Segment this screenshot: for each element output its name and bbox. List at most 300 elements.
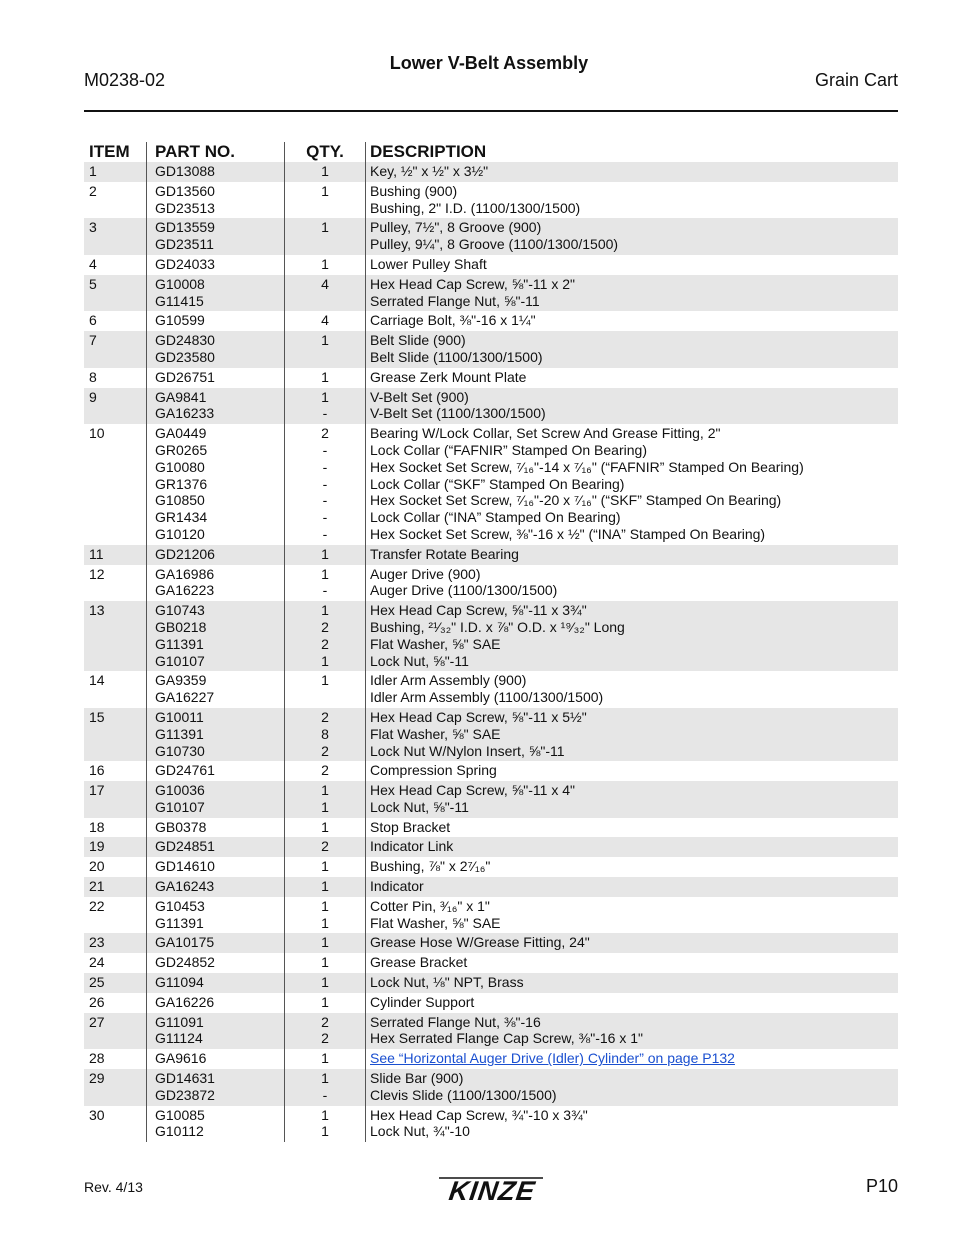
part-number: GD14610: [155, 858, 215, 875]
parts-table: [84, 140, 898, 1142]
table-row: [84, 761, 898, 781]
table-row: [84, 857, 898, 877]
table-row: [84, 818, 898, 838]
part-no-cell: [146, 1069, 284, 1106]
item-cell: [84, 311, 146, 331]
description: Serrated Flange Nut, ⅝"-11: [370, 292, 540, 309]
item-cell: [84, 953, 146, 973]
description-cell: [365, 818, 898, 838]
description-cell: [365, 368, 898, 388]
description: Hex Head Cap Screw, ⅝"-11 x 4": [370, 782, 575, 799]
description: Lock Nut, ⅝"-11: [370, 798, 469, 815]
part-number: G11091: [155, 1013, 204, 1030]
item-number: 19: [89, 838, 105, 855]
description-cell: [365, 1013, 898, 1050]
description: Lower Pulley Shaft: [370, 255, 487, 272]
item-cell: [84, 877, 146, 897]
part-number: GD24830: [155, 332, 215, 349]
column-header-description: DESCRIPTION: [365, 142, 898, 162]
part-no-cell: [146, 162, 284, 182]
part-number: G10085: [155, 1106, 205, 1123]
part-number: GD21206: [155, 545, 215, 562]
cross-reference-link[interactable]: See “Horizontal Auger Drive (Idler) Cylinder” on page P132: [370, 1050, 735, 1067]
item-number: 8: [89, 368, 97, 385]
quantity: 1: [321, 974, 329, 991]
item-number: 18: [89, 818, 105, 835]
quantity: 2: [321, 635, 329, 652]
part-no-cell: [146, 388, 284, 425]
quantity: -: [322, 405, 328, 422]
table-row: [84, 1106, 898, 1143]
quantity: -: [322, 458, 328, 475]
part-no-cell: [146, 761, 284, 781]
description-cell: [365, 857, 898, 877]
table-row: [84, 973, 898, 993]
table-row: [84, 897, 898, 934]
quantity: 1: [321, 934, 329, 951]
quantity: -: [322, 441, 328, 458]
description: Bushing (900): [370, 182, 458, 199]
part-no-cell: [146, 311, 284, 331]
description-cell: [365, 275, 898, 312]
part-number: G11124: [155, 1030, 203, 1047]
description-cell: [365, 877, 898, 897]
quantity: 1: [321, 332, 329, 349]
description: Auger Drive (900): [370, 565, 481, 582]
quantity: 2: [321, 1013, 329, 1030]
part-no-cell: [146, 933, 284, 953]
quantity: 1: [321, 1123, 329, 1140]
item-number: 25: [89, 974, 105, 991]
description: Lock Nut, ⅝"-11: [370, 652, 469, 669]
description-cell: [365, 953, 898, 973]
table-row: [84, 424, 898, 545]
quantity: 4: [321, 312, 329, 329]
part-no-cell: [146, 424, 284, 545]
item-number: 5: [89, 275, 97, 292]
part-number: GD24033: [155, 255, 215, 272]
part-no-cell: [146, 877, 284, 897]
quantity: [285, 349, 365, 366]
table-row: [84, 708, 898, 761]
quantity: 2: [321, 742, 329, 759]
description: Grease Zerk Mount Plate: [370, 368, 527, 385]
item-number: 29: [89, 1070, 105, 1087]
part-no-cell: [146, 837, 284, 857]
table-row: [84, 601, 898, 671]
item-cell: [84, 933, 146, 953]
description: Indicator Link: [370, 838, 454, 855]
qty-cell: [284, 218, 365, 255]
description: Key, ½" x ½" x 3½": [370, 163, 489, 179]
part-number: G10599: [155, 312, 205, 329]
description: Bushing, ⅞" x 2⁷⁄₁₆": [370, 858, 491, 875]
column-header-item: ITEM: [89, 142, 130, 161]
qty-cell: [284, 565, 365, 602]
item-number: 26: [89, 993, 105, 1010]
quantity: 1: [321, 565, 329, 582]
item-number: 11: [89, 545, 104, 562]
table-row: [84, 953, 898, 973]
description: Cylinder Support: [370, 993, 475, 1010]
part-number: GD23513: [155, 199, 215, 216]
description: Cotter Pin, ³⁄₁₆" x 1": [370, 897, 490, 914]
quantity: 2: [321, 762, 329, 779]
part-number: GA16986: [155, 565, 215, 582]
item-cell: [84, 818, 146, 838]
qty-cell: [284, 1013, 365, 1050]
quantity: 1: [321, 1050, 329, 1067]
part-number: G10036: [155, 782, 205, 799]
item-cell: [84, 837, 146, 857]
item-cell: [84, 1069, 146, 1106]
part-no-cell: [146, 1013, 284, 1050]
part-number: GA16226: [155, 993, 215, 1010]
description: Flat Washer, ⅝" SAE: [370, 725, 501, 742]
table-row: [84, 255, 898, 275]
description-cell: [365, 565, 898, 602]
part-no-cell: [146, 368, 284, 388]
quantity: 1: [321, 388, 329, 405]
description-cell: [365, 388, 898, 425]
description-cell: [365, 897, 898, 934]
description-cell: [365, 761, 898, 781]
part-number: G10453: [155, 897, 205, 914]
item-number: 14: [89, 672, 105, 689]
item-cell: [84, 1106, 146, 1143]
part-number: GA9359: [155, 672, 207, 689]
description: Belt Slide (900): [370, 332, 466, 349]
quantity: 4: [321, 275, 329, 292]
item-cell: [84, 973, 146, 993]
description-cell: [365, 993, 898, 1013]
qty-cell: [284, 708, 365, 761]
part-no-cell: [146, 565, 284, 602]
part-number: G10008: [155, 275, 205, 292]
description-cell: [365, 331, 898, 368]
item-number: 15: [89, 708, 105, 725]
description-cell: [365, 424, 898, 545]
svg-text:KINZE: KINZE: [447, 1175, 538, 1206]
description: Lock Nut, ¾"-10: [370, 1123, 470, 1140]
quantity: 1: [321, 672, 329, 689]
part-number: G10107: [155, 652, 205, 669]
description: Pulley, 7½", 8 Groove (900): [370, 219, 542, 236]
quantity: 1: [321, 782, 329, 799]
description-cell: [365, 545, 898, 565]
item-cell: [84, 1013, 146, 1050]
description: Indicator: [370, 878, 424, 895]
item-cell: [84, 708, 146, 761]
description-cell: [365, 218, 898, 255]
quantity: 1: [321, 1106, 329, 1123]
part-number: G10080: [155, 458, 205, 475]
qty-cell: [284, 311, 365, 331]
part-number: GD24852: [155, 954, 215, 971]
item-cell: [84, 255, 146, 275]
qty-cell: [284, 162, 365, 182]
section-name: Grain Cart: [814, 70, 898, 90]
qty-cell: [284, 973, 365, 993]
part-number: GA16223: [155, 582, 215, 599]
kinze-logo: [431, 1172, 551, 1208]
part-number: GA16227: [155, 689, 215, 706]
description-cell: [365, 837, 898, 857]
part-number: GA10175: [155, 934, 215, 951]
page-title: Lower V-Belt Assembly: [389, 53, 589, 73]
part-no-cell: [146, 545, 284, 565]
description: Bushing, 2" I.D. (1100/1300/1500): [370, 199, 581, 216]
part-number: G10120: [155, 525, 205, 542]
description-cell: [365, 311, 898, 331]
item-cell: [84, 331, 146, 368]
quantity: 1: [321, 368, 329, 385]
table-row: [84, 162, 898, 182]
description: Lock Nut, ⅛" NPT, Brass: [370, 974, 524, 991]
item-number: 20: [89, 858, 105, 875]
part-number: GD14631: [155, 1070, 215, 1087]
part-no-cell: [146, 218, 284, 255]
part-no-cell: [146, 993, 284, 1013]
quantity: 1: [321, 897, 329, 914]
description: V-Belt Set (1100/1300/1500): [370, 405, 546, 422]
description: Stop Bracket: [370, 818, 451, 835]
part-no-cell: [146, 182, 284, 219]
description-cell: [365, 671, 898, 708]
quantity: 2: [321, 618, 329, 635]
part-no-cell: [146, 857, 284, 877]
part-number: G10850: [155, 492, 205, 509]
description: Hex Head Cap Screw, ¾"-10 x 3¾": [370, 1106, 588, 1123]
quantity: 1: [321, 545, 329, 562]
table-row: [84, 993, 898, 1013]
revision-label: Rev. 4/13: [84, 1179, 143, 1195]
description: V-Belt Set (900): [370, 388, 469, 405]
item-number: 1: [89, 163, 97, 179]
qty-cell: [284, 877, 365, 897]
description: Pulley, 9¼", 8 Groove (1100/1300/1500): [370, 236, 619, 253]
description: Clevis Slide (1100/1300/1500): [370, 1086, 557, 1103]
description: Hex Socket Set Screw, ⁷⁄₁₆"-14 x ⁷⁄₁₆" (“FAFNIR” Stamped On Bearing): [370, 458, 804, 475]
part-number: GD13088: [155, 163, 215, 179]
item-cell: [84, 857, 146, 877]
description-cell: [365, 781, 898, 818]
part-no-cell: [146, 897, 284, 934]
quantity: [285, 689, 365, 706]
description: Lock Collar (“FAFNIR” Stamped On Bearing): [370, 441, 647, 458]
table-row: [84, 182, 898, 219]
column-header-qty: QTY.: [284, 142, 365, 162]
description-cell: [365, 1049, 898, 1069]
qty-cell: [284, 255, 365, 275]
quantity: 1: [321, 878, 329, 895]
quantity: -: [322, 1086, 328, 1103]
part-number: GR1376: [155, 475, 208, 492]
qty-cell: [284, 671, 365, 708]
item-cell: [84, 162, 146, 182]
quantity: 2: [321, 1030, 329, 1047]
description: Lock Nut W/Nylon Insert, ⅝"-11: [370, 742, 565, 759]
description-cell: [365, 933, 898, 953]
quantity: [285, 200, 365, 217]
qty-cell: [284, 182, 365, 219]
description: Idler Arm Assembly (900): [370, 672, 527, 689]
item-cell: [84, 424, 146, 545]
document-number: M0238-02: [84, 70, 166, 90]
table-row: [84, 1069, 898, 1106]
item-cell: [84, 897, 146, 934]
quantity: 1: [321, 652, 329, 669]
qty-cell: [284, 331, 365, 368]
table-row: [84, 1049, 898, 1069]
item-number: 10: [89, 425, 105, 442]
item-number: 22: [89, 897, 105, 914]
qty-cell: [284, 275, 365, 312]
quantity: 2: [321, 425, 329, 442]
quantity: 1: [321, 954, 329, 971]
part-no-cell: [146, 781, 284, 818]
item-number: 27: [89, 1013, 105, 1030]
description: Flat Washer, ⅝" SAE: [370, 635, 501, 652]
description-cell: [365, 973, 898, 993]
part-number: GR1434: [155, 509, 208, 526]
item-cell: [84, 368, 146, 388]
part-number: GA0449: [155, 425, 207, 442]
part-number: GD24851: [155, 838, 215, 855]
part-number: G10743: [155, 602, 205, 619]
table-row: [84, 781, 898, 818]
qty-cell: [284, 781, 365, 818]
part-number: GD13560: [155, 182, 215, 199]
qty-cell: [284, 837, 365, 857]
item-cell: [84, 218, 146, 255]
qty-cell: [284, 1049, 365, 1069]
item-cell: [84, 993, 146, 1013]
description: Carriage Bolt, ⅜"-16 x 1¼": [370, 312, 536, 329]
part-no-cell: [146, 601, 284, 671]
part-number: GD26751: [155, 368, 215, 385]
table-body: [84, 162, 898, 1142]
qty-cell: [284, 993, 365, 1013]
item-cell: [84, 601, 146, 671]
quantity: -: [322, 582, 328, 599]
table-row: [84, 565, 898, 602]
item-number: 6: [89, 312, 97, 329]
item-number: 21: [89, 878, 105, 895]
part-number: GA9616: [155, 1050, 207, 1067]
description: Bearing W/Lock Collar, Set Screw And Grease Fitting, 2": [370, 425, 721, 442]
description-cell: [365, 162, 898, 182]
item-cell: [84, 182, 146, 219]
part-number: G10107: [155, 798, 205, 815]
part-no-cell: [146, 275, 284, 312]
part-number: GD24761: [155, 762, 215, 779]
description: Hex Socket Set Screw, ⁷⁄₁₆"-20 x ⁷⁄₁₆" (“SKF” Stamped On Bearing): [370, 492, 782, 509]
part-number: G10730: [155, 742, 205, 759]
part-number: GA9841: [155, 388, 207, 405]
item-number: 4: [89, 255, 97, 272]
item-cell: [84, 545, 146, 565]
description: Grease Bracket: [370, 954, 468, 971]
qty-cell: [284, 897, 365, 934]
description: Idler Arm Assembly (1100/1300/1500): [370, 689, 604, 706]
quantity: 2: [321, 708, 329, 725]
table-row: [84, 368, 898, 388]
qty-cell: [284, 368, 365, 388]
description: Transfer Rotate Bearing: [370, 545, 519, 562]
item-cell: [84, 781, 146, 818]
quantity: -: [322, 509, 328, 526]
item-number: 28: [89, 1050, 105, 1067]
description-cell: [365, 182, 898, 219]
quantity: 1: [321, 798, 329, 815]
item-cell: [84, 565, 146, 602]
description-cell: [365, 1106, 898, 1143]
quantity: 1: [321, 163, 329, 179]
qty-cell: [284, 388, 365, 425]
quantity: 8: [321, 725, 329, 742]
item-number: 12: [89, 565, 105, 582]
quantity: -: [322, 525, 328, 542]
part-no-cell: [146, 973, 284, 993]
part-no-cell: [146, 255, 284, 275]
item-cell: [84, 388, 146, 425]
part-number: G11391: [155, 914, 204, 931]
description: Slide Bar (900): [370, 1070, 464, 1087]
description: Bushing, ²¹⁄₃₂" I.D. x ⅞" O.D. x ¹⁹⁄₃₂" Long: [370, 618, 625, 635]
item-number: 30: [89, 1106, 105, 1123]
part-number: GD23872: [155, 1086, 215, 1103]
description: Auger Drive (1100/1300/1500): [370, 582, 558, 599]
description: Hex Serrated Flange Cap Screw, ⅜"-16 x 1": [370, 1030, 643, 1047]
part-number: GB0378: [155, 818, 207, 835]
quantity: 2: [321, 838, 329, 855]
part-number: GD23511: [155, 236, 214, 253]
part-number: G11391: [155, 635, 204, 652]
qty-cell: [284, 761, 365, 781]
part-number: GA16233: [155, 405, 215, 422]
part-number: G11415: [155, 292, 204, 309]
table-row: [84, 388, 898, 425]
part-number: G10011: [155, 708, 204, 725]
qty-cell: [284, 933, 365, 953]
part-number: GD13559: [155, 219, 215, 236]
column-header-part-no: PART NO.: [146, 142, 284, 162]
item-number: 9: [89, 388, 97, 405]
quantity: -: [322, 475, 328, 492]
table-row: [84, 545, 898, 565]
description: Hex Head Cap Screw, ⅝"-11 x 2": [370, 275, 575, 292]
item-number: 17: [89, 782, 105, 799]
description: Hex Head Cap Screw, ⅝"-11 x 3¾": [370, 602, 587, 619]
table-row: [84, 671, 898, 708]
quantity: 1: [321, 858, 329, 875]
part-number: GB0218: [155, 618, 207, 635]
part-no-cell: [146, 671, 284, 708]
qty-cell: [284, 953, 365, 973]
quantity: 1: [321, 255, 329, 272]
table-row: [84, 877, 898, 897]
item-cell: [84, 1049, 146, 1069]
part-no-cell: [146, 818, 284, 838]
quantity: 1: [321, 914, 329, 931]
quantity: [285, 236, 365, 253]
quantity: 1: [321, 993, 329, 1010]
page-number: P10: [865, 1176, 898, 1196]
item-number: 24: [89, 954, 105, 971]
qty-cell: [284, 1069, 365, 1106]
qty-cell: [284, 424, 365, 545]
